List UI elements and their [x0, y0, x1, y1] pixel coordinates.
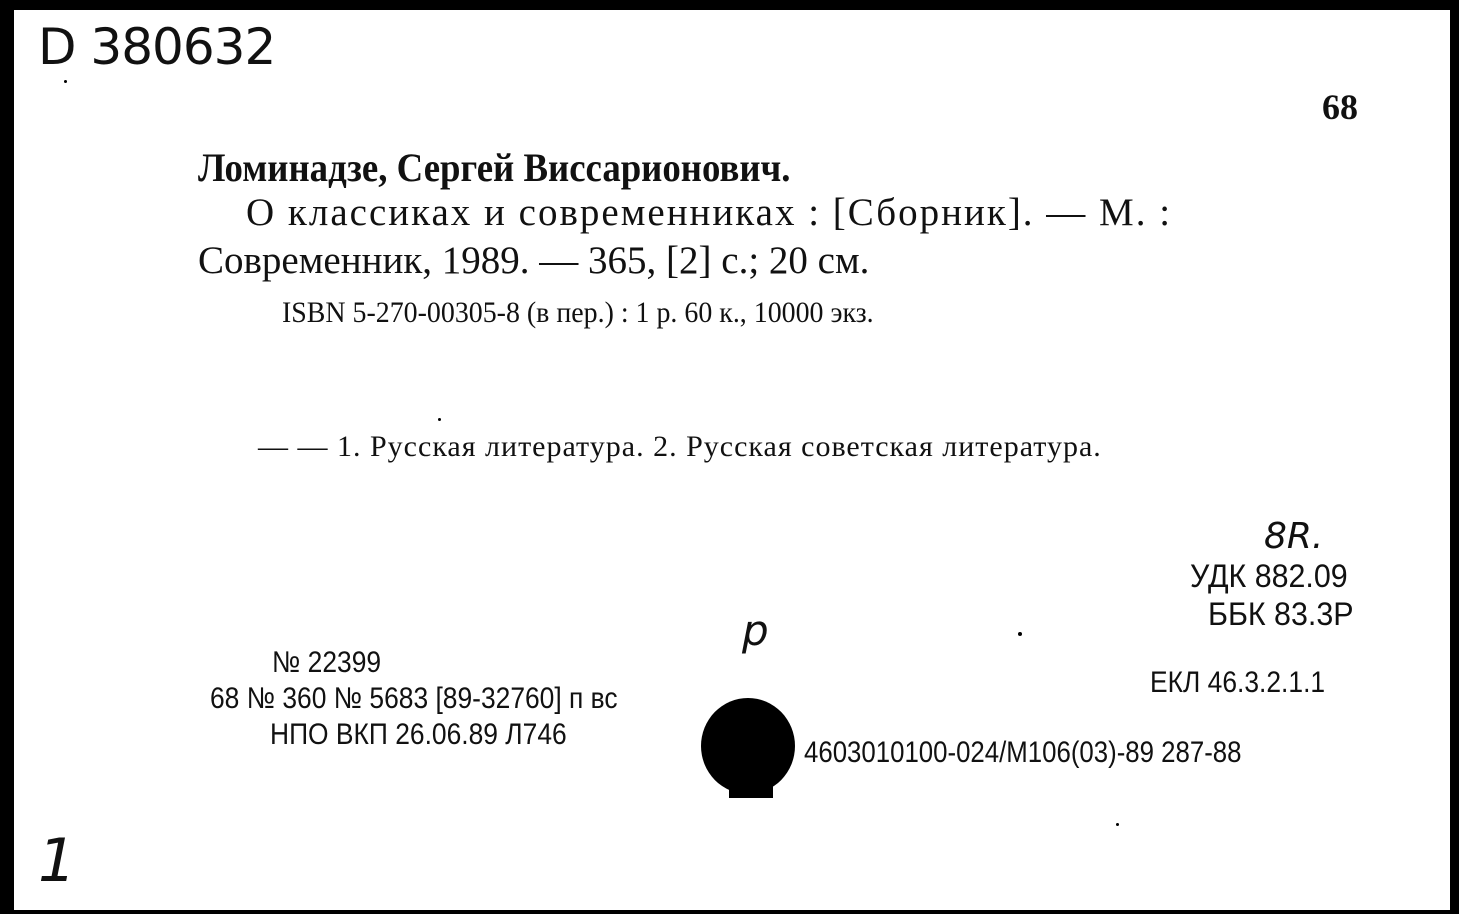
- udk-line: [1190, 558, 1356, 595]
- ink-speck: [438, 418, 441, 421]
- record-line: [210, 682, 673, 716]
- title-line-2: [198, 238, 869, 283]
- udk-text: УДК 882.09: [1190, 558, 1348, 594]
- ekl-line: [1150, 666, 1349, 700]
- isbn-text: ISBN 5-270-00305-8 (в пер.) : 1 р. 60 к., 10000 экз.: [282, 296, 874, 329]
- subjects-line: [258, 430, 1102, 464]
- ink-speck: [1116, 823, 1119, 826]
- bbk-text: ББК 83.3Р: [1208, 596, 1354, 632]
- record-number: [272, 646, 396, 680]
- code-text: 4603010100-024/М106(03)-89 287-88: [804, 736, 1242, 769]
- punch-hole-tab: [729, 780, 773, 798]
- title-line-2-text: Современник, 1989. — 365, [2] с.; 20 см.: [198, 239, 870, 282]
- author-text: Ломинадзе, Сергей Виссарионович.: [198, 145, 791, 190]
- title-line-1-text: О классиках и современниках : [Сборник]. — М. :: [246, 191, 1173, 234]
- record-line-text: 68 № 360 № 5683 [89-32760] п вс: [210, 682, 618, 715]
- udk-handwritten-note: 8R.: [1264, 516, 1324, 557]
- record-number-text: № 22399: [272, 646, 382, 679]
- corner-number: 68: [1322, 87, 1358, 127]
- npo-text: НПО ВКП 26.06.89 Л746: [270, 718, 567, 751]
- catalog-card: [14, 10, 1450, 910]
- code-line: [804, 736, 1313, 770]
- author-heading: [198, 144, 842, 191]
- npo-line: [270, 718, 607, 752]
- title-line-1: [246, 190, 1172, 235]
- ekl-text: ЕКЛ 46.3.2.1.1: [1150, 666, 1326, 699]
- ink-speck: [64, 80, 67, 83]
- bbk-line: [1208, 596, 1361, 633]
- subjects-text: — — 1. Русская литература. 2. Русская советская литература.: [258, 430, 1102, 463]
- handwritten-corner-mark: 1: [38, 826, 77, 896]
- ink-speck: [1018, 632, 1022, 636]
- handwritten-mark: р: [742, 606, 769, 655]
- isbn-line: [282, 296, 918, 330]
- call-number: D 380632: [38, 18, 276, 76]
